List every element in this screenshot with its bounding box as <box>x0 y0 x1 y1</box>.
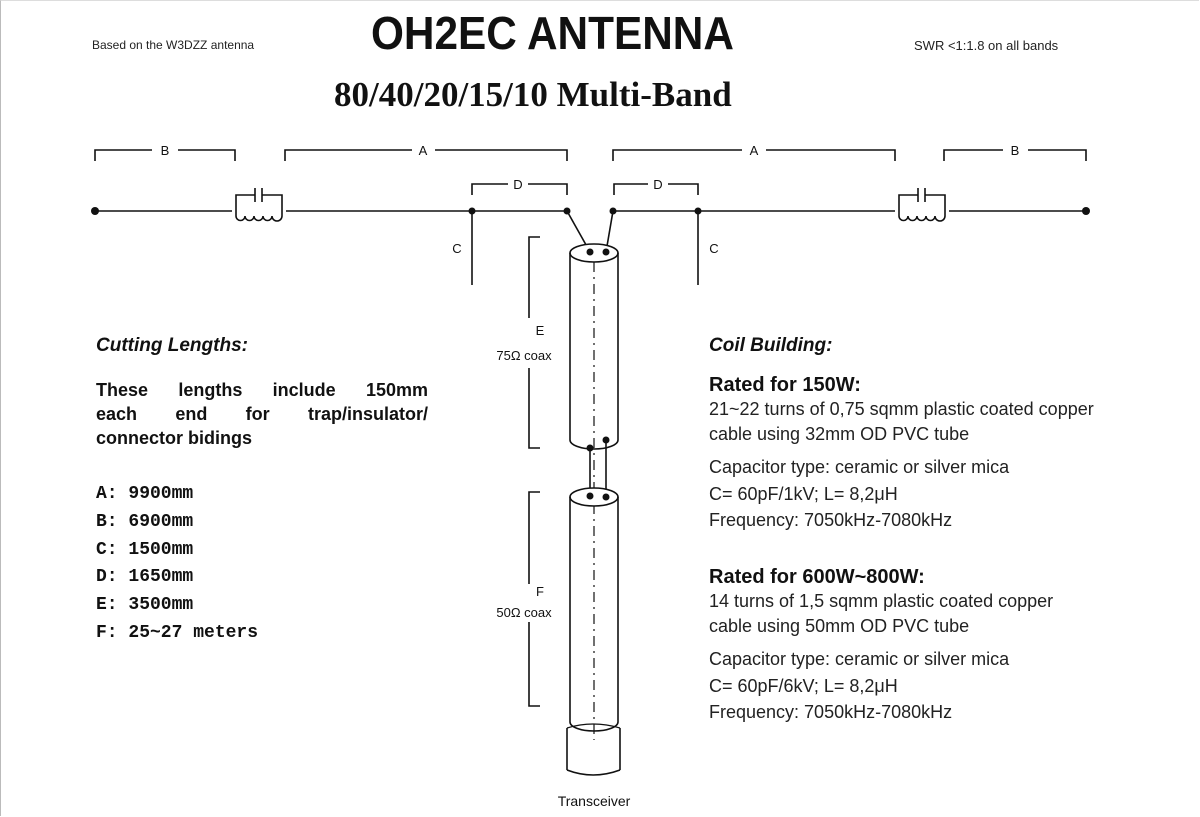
label-d-left: D <box>513 177 523 192</box>
capacitor-line: C= 60pF/6kV; L= 8,2μH <box>709 675 898 696</box>
coil-desc-line: cable using 32mm OD PVC tube <box>709 423 970 444</box>
dimension-e <box>529 237 540 448</box>
coil-heading: Coil Building: <box>709 335 833 356</box>
cutting-note-line: These lengths include 150mm <box>96 380 428 400</box>
rated-heading: Rated for 600W~800W: <box>709 566 925 588</box>
cutting-lengths-list <box>96 481 258 648</box>
capacitor-line: C= 60pF/1kV; L= 8,2μH <box>709 483 898 504</box>
label-c-left: C <box>452 241 462 256</box>
coil-desc-line: 14 turns of 1,5 sqmm plastic coated copper <box>709 591 1054 611</box>
length-item-d: D: 1650mm <box>96 567 194 588</box>
length-item-a: A: 9900mm <box>96 484 194 504</box>
cutting-note-line: each end for trap/insulator/ <box>96 404 428 424</box>
cutting-heading: Cutting Lengths: <box>96 335 248 356</box>
rated-heading: Rated for 150W: <box>709 374 861 396</box>
label-f: F <box>536 584 544 599</box>
label-a-right: A <box>749 143 759 158</box>
label-b-left: B <box>160 143 170 158</box>
swr-note: SWR <1:1.8 on all bands <box>914 38 1059 53</box>
length-item-f: F: 25~27 meters <box>96 622 259 643</box>
label-coax-75: 75Ω coax <box>496 348 552 363</box>
trap-right <box>895 188 949 221</box>
coax-50-section <box>570 488 618 731</box>
frequency-line: Frequency: 7050kHz-7080kHz <box>709 702 953 722</box>
label-d-right: D <box>653 177 663 192</box>
label-e: E <box>535 323 545 338</box>
cutting-note <box>96 378 428 450</box>
coil-section-600-800w <box>709 566 1053 725</box>
capacitor-line: Capacitor type: ceramic or silver mica <box>709 457 1010 477</box>
length-item-b: B: 6900mm <box>96 511 194 532</box>
label-c-right: C <box>709 241 719 256</box>
coil-section-150w <box>709 374 1094 533</box>
frequency-line: Frequency: 7050kHz-7080kHz <box>709 510 953 530</box>
coil-desc-line: cable using 50mm OD PVC tube <box>709 615 970 636</box>
capacitor-line: Capacitor type: ceramic or silver mica <box>709 649 1010 669</box>
label-transceiver: Transceiver <box>557 793 631 809</box>
dimension-f <box>529 492 540 706</box>
label-coax-50: 50Ω coax <box>496 605 552 620</box>
label-b-right: B <box>1010 143 1020 158</box>
page-subtitle: 80/40/20/15/10 Multi-Band <box>334 75 732 114</box>
length-item-c: C: 1500mm <box>96 539 194 560</box>
cutting-note-line: connector bidings <box>96 428 253 448</box>
based-on-note: Based on the W3DZZ antenna <box>92 38 255 52</box>
label-a-left: A <box>418 143 428 158</box>
length-item-e: E: 3500mm <box>96 595 194 616</box>
page-title: OH2EC ANTENNA <box>371 7 734 59</box>
trap-left <box>232 188 286 221</box>
coil-desc-line: 21~22 turns of 0,75 sqmm plastic coated copper <box>709 399 1094 419</box>
